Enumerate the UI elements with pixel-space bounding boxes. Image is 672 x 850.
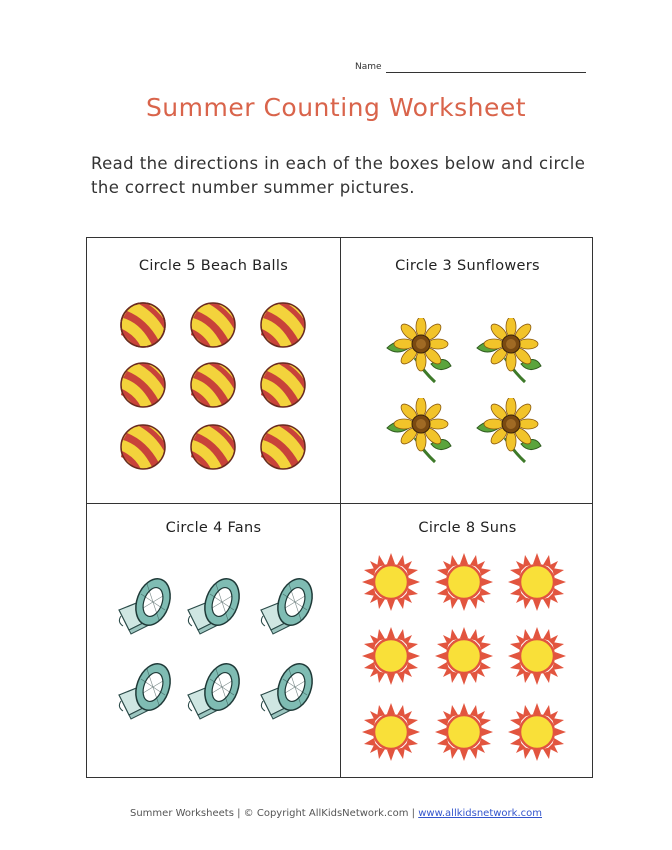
name-field-line[interactable] <box>386 72 586 73</box>
box-beach-balls <box>87 238 340 503</box>
footer-separator: | <box>237 808 241 819</box>
name-label: Name <box>355 62 382 72</box>
beach-ball-icon[interactable] <box>259 423 307 475</box>
fan-icon[interactable] <box>184 574 244 640</box>
sunflower-icon[interactable] <box>385 318 455 388</box>
beach-ball-icon[interactable] <box>119 301 167 353</box>
sun-icon[interactable] <box>361 552 421 616</box>
footer <box>0 808 672 819</box>
footer-left-text: Summer Worksheets <box>130 808 234 819</box>
sun-icon[interactable] <box>434 626 494 690</box>
fan-icon[interactable] <box>115 659 175 725</box>
fan-icon[interactable] <box>257 574 317 640</box>
box-label: Circle 8 Suns <box>418 520 517 536</box>
footer-separator: | <box>411 808 416 819</box>
fan-icon[interactable] <box>115 574 175 640</box>
box-label: Circle 3 Sunflowers <box>395 258 540 274</box>
sun-icon[interactable] <box>507 626 567 690</box>
footer-link[interactable]: www.allkidsnetwork.com <box>418 808 542 819</box>
worksheet-grid <box>86 237 593 778</box>
box-label: Circle 4 Fans <box>165 520 262 536</box>
fan-icon[interactable] <box>184 659 244 725</box>
beach-ball-icon[interactable] <box>189 361 237 413</box>
footer-copyright: © Copyright AllKidsNetwork.com <box>243 808 409 819</box>
beach-ball-icon[interactable] <box>189 301 237 353</box>
beach-ball-icon[interactable] <box>119 423 167 475</box>
sunflower-icon[interactable] <box>475 398 545 468</box>
fan-icon[interactable] <box>257 659 317 725</box>
sun-icon[interactable] <box>434 702 494 766</box>
sun-icon[interactable] <box>434 552 494 616</box>
sunflower-icon[interactable] <box>475 318 545 388</box>
page-title: Summer Counting Worksheet <box>145 93 527 122</box>
sun-icon[interactable] <box>507 552 567 616</box>
box-label: Circle 5 Beach Balls <box>138 258 289 274</box>
beach-ball-icon[interactable] <box>189 423 237 475</box>
beach-ball-icon[interactable] <box>119 361 167 413</box>
sunflower-icon[interactable] <box>385 398 455 468</box>
beach-ball-icon[interactable] <box>259 301 307 353</box>
beach-ball-icon[interactable] <box>259 361 307 413</box>
sun-icon[interactable] <box>361 702 421 766</box>
sun-icon[interactable] <box>361 626 421 690</box>
sun-icon[interactable] <box>507 702 567 766</box>
box-suns <box>341 504 594 779</box>
box-fans <box>87 504 340 779</box>
directions-text: Read the directions in each of the boxes below and circle the correct number summer pictures. <box>91 154 586 197</box>
box-sunflowers <box>341 238 594 503</box>
